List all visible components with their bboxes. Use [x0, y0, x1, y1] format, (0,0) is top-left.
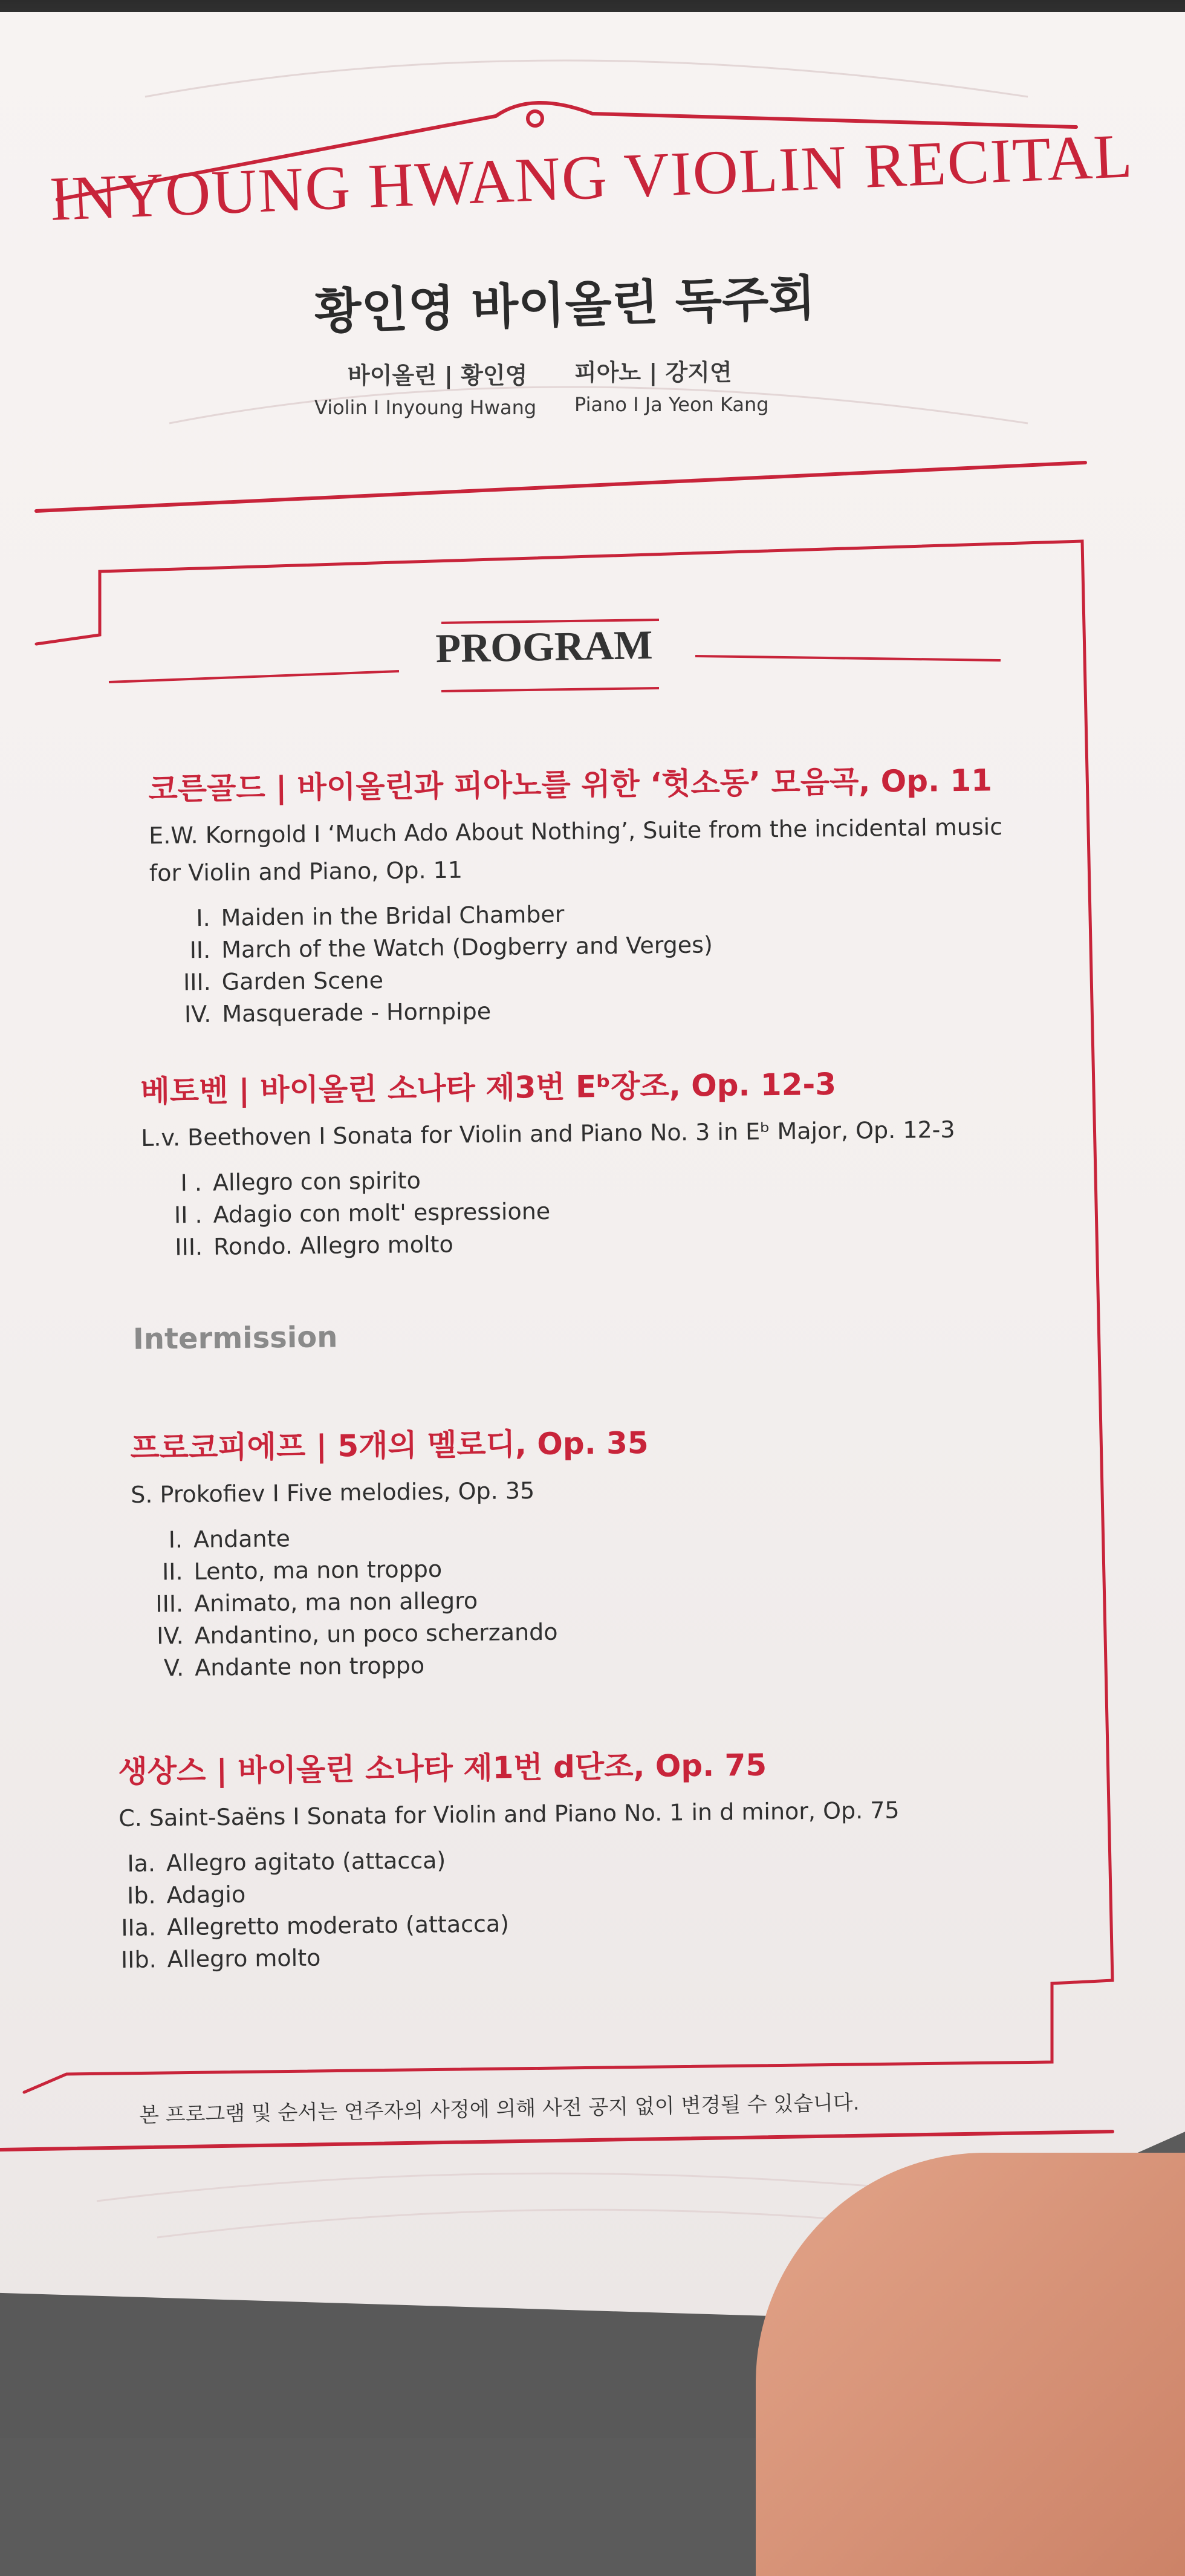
movement-title: Animato, ma non allegro — [193, 1587, 478, 1617]
program-heading: PROGRAM — [435, 621, 654, 672]
movement-title: Andante — [193, 1525, 291, 1553]
movement-title: Lento, ma non troppo — [193, 1555, 443, 1585]
movement-number: III. — [155, 1590, 184, 1618]
performer-piano — [574, 354, 769, 416]
piece-title-english-line: S. Prokofiev I Five melodies, Op. 35 — [130, 1477, 535, 1508]
piece-title-korean: 베토벤 | 바이올린 소나타 제3번 Eᵇ장조, Op. 12-3 — [140, 1066, 837, 1109]
movement-number: III. — [175, 1233, 203, 1261]
recital-title: INYOUNG HWANG VIOLIN RECITAL — [48, 121, 1135, 234]
list-item — [147, 1583, 651, 1621]
piece-korngold — [148, 756, 1005, 1031]
movement-title: Rondo. Allegro molto — [213, 1231, 453, 1260]
piece-title-english-line: E.W. Korngold I ‘Much Ado About Nothing’, Suite from the incidental music — [148, 813, 1003, 849]
movement-number: V. — [163, 1654, 184, 1682]
piece-title-korean: 코른골드 | 바이올린과 피아노를 위한 ‘헛소동’ 모음곡, Op. 11 — [148, 763, 993, 807]
movement-title: Allegretto moderato (attacca) — [166, 1910, 510, 1941]
top-ornament-arch — [496, 103, 592, 116]
piece-title-english-line: for Violin and Piano, Op. 11 — [149, 856, 463, 886]
movement-number: IV. — [157, 1622, 184, 1650]
piece-beethoven — [140, 1059, 956, 1264]
movement-title: Allegro molto — [167, 1944, 321, 1973]
performer-piano-english: Piano I Ja Yeon Kang — [574, 393, 769, 416]
piece-title-english-line: L.v. Beethoven I Sonata for Violin and Piano No. 3 in Eᵇ Major, Op. 12-3 — [140, 1116, 955, 1151]
performer-piano-korean: 피아노 | 강지연 — [574, 359, 732, 386]
movement-number: III. — [183, 968, 211, 996]
intermission-label: Intermission — [132, 1320, 338, 1356]
movement-list — [119, 1839, 901, 1976]
movement-list — [174, 894, 1004, 1030]
movement-title: Allegro agitato (attacca) — [166, 1847, 446, 1877]
movement-title: Maiden in the Bridal Chamber — [221, 900, 565, 931]
piece-title-english — [141, 1111, 955, 1157]
piece-title-korean: 생상스 | 바이올린 소나타 제1번 d단조, Op. 75 — [118, 1747, 767, 1789]
movement-list — [166, 1159, 956, 1264]
performer-violin-english: Violin I Inyoung Hwang — [314, 396, 537, 419]
movement-title: Adagio — [166, 1881, 246, 1909]
movement-title: Andantino, un poco scherzando — [194, 1618, 558, 1649]
movement-list — [146, 1519, 651, 1685]
movement-number: Ib. — [126, 1882, 156, 1909]
piece-title-english-line: C. Saint-Saëns I Sonata for Violin and Piano No. 1 in d minor, Op. 75 — [118, 1797, 900, 1832]
performer-violin — [314, 357, 536, 419]
list-item — [148, 1647, 651, 1685]
piece-title-english — [149, 808, 1003, 892]
recital-title-korean: 황인영 바이올린 독주회 — [314, 270, 816, 340]
movement-number: I. — [196, 904, 210, 932]
performer-violin-korean: 바이올린 | 황인영 — [348, 362, 528, 389]
movement-number: IIb. — [120, 1946, 157, 1973]
program-change-notice: 본 프로그램 및 순서는 연주자의 사정에 의해 사전 공지 없이 변경될 수 있습니다. — [138, 2090, 860, 2128]
list-item — [146, 1551, 650, 1589]
piece-prokofiev — [130, 1419, 651, 1685]
movement-number: II . — [174, 1201, 203, 1229]
piece-title-english — [131, 1471, 649, 1514]
movement-number: II. — [161, 1558, 183, 1586]
piece-title-english — [118, 1791, 900, 1837]
movement-number: IIa. — [121, 1914, 157, 1941]
movement-title: Garden Scene — [221, 966, 384, 995]
movement-number: Ia. — [127, 1850, 156, 1877]
movement-title: Adagio con molt' espressione — [213, 1197, 551, 1228]
movement-title: March of the Watch (Dogberry and Verges) — [221, 931, 713, 963]
movement-title: Andante non troppo — [194, 1651, 425, 1681]
list-item — [146, 1519, 650, 1556]
movement-number: I . — [180, 1169, 203, 1197]
movement-title: Allegro con spirito — [212, 1167, 421, 1196]
list-item — [147, 1615, 651, 1653]
piece-title-korean: 프로코피에프 | 5개의 멜로디, Op. 35 — [130, 1425, 649, 1466]
movement-number: I. — [168, 1526, 183, 1553]
divider-line-top — [36, 463, 1085, 511]
piece-saint-saens — [118, 1739, 901, 1976]
movement-number: II. — [189, 936, 211, 964]
divider-line-bottom — [0, 2132, 1112, 2150]
movement-title: Masquerade - Hornpipe — [222, 998, 492, 1027]
movement-number: IV. — [184, 1000, 212, 1028]
top-ornament-circle — [528, 111, 542, 126]
